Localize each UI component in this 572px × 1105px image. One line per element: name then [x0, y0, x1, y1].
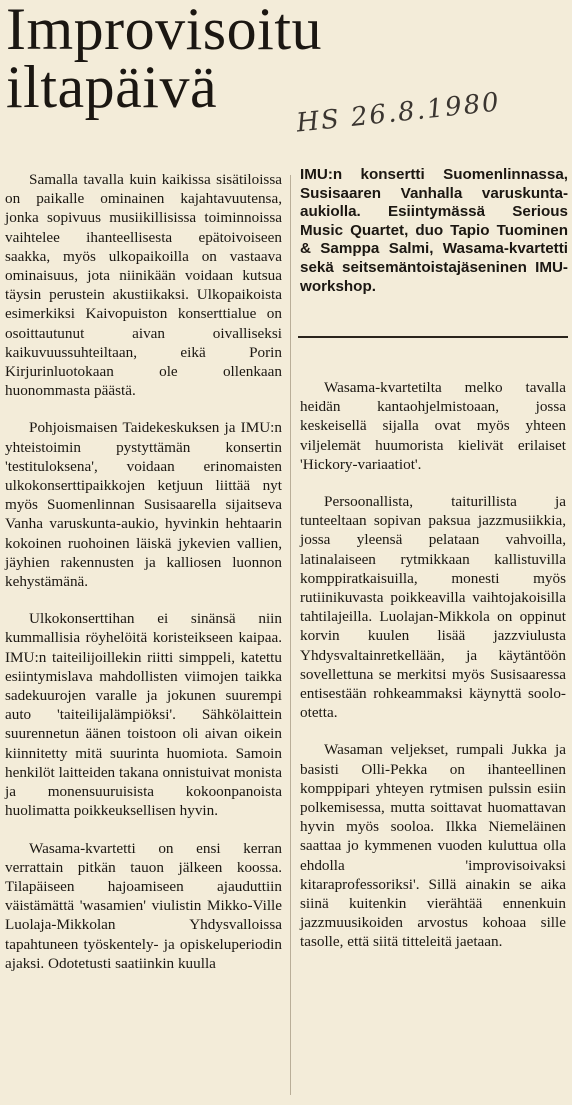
paragraph: Ulkokonserttihan ei sinänsä niin kummallisia röyhelöitä koristeikseen kaipaa. IMU:n taiteilijoillekin riitti simppeli, katettu esiintymislava mahdollisten viimojen taikka sadekuurojen varalle ja jokunen suurempi auto 'taiteilijalämpiöksi'. Sähkölaittein suurennetun äänen toistoon oli aivan oikein kiinnitetty mitä suurinta huomiota. Samoin henkilöt laitteiden takana onnistuivat monista ja monensuuruisista kokoonpanoista huolimatta poikkeuksellisen hyvin.	[5, 610, 282, 820]
headline-line-2: iltapäivä	[6, 54, 218, 120]
handwritten-date-note: HS 26.8.1980	[294, 87, 503, 139]
left-column	[5, 170, 282, 991]
right-column	[300, 378, 566, 970]
column-divider	[290, 175, 291, 1095]
lead-divider	[298, 336, 568, 338]
paragraph: Persoonallista, taiturillista ja tunteeltaan sopivan paksua jazzmusiikkia, jossa yleensä pelataan vahvoilla, latinalaiseen rytmikkaan kallistuvilla komppiratkaisuilla, monesti myös rutiinikuvasta poikkeavilla vaihtojakoisilla tahtilajeilla. Luolajan-Mikkola on oppinut korvin kuulen lisää jazzviulusta Yhdysvaltainretkellään, ja käytäntöön sovellettuna se merkitsi myös Susisaaressa entisestään rohkeammaksi käynyttä soolo-otetta.	[300, 493, 566, 722]
paragraph: Pohjoismaisen Taidekeskuksen ja IMU:n yhteistoimin pystyttämän konsertin 'testituloksena', voidaan erinomaisten ulkokonserttipaikkojen ketjuun liittää nyt myös Suomenlinnan Susisaarella sijaitseva Vanha varuskunta-aukio, hyvinkin hehtaarin kokoinen ruohoinen läiskä jykevien vallien, jäyhien rakennusten ja kalliosen luonnon kehystämänä.	[5, 419, 282, 591]
paragraph: Wasama-kvartetilta melko tavalla heidän kantaohjelmistoaan, jossa keskeisellä sijalla ovat myös yhteen viljelemät huumorista kielivät erilaiset 'Hickory-variaatiot'.	[300, 379, 566, 473]
headline	[6, 0, 322, 120]
paragraph: Samalla tavalla kuin kaikissa sisätiloissa on paikalle ominainen kajahtavuutensa, jonka sopivuus musiikillisissa toiminnoissa vaihtelee ihanteellisesta epätoivoiseen saakka, myös ulkopaikoilla on vastaava ominaisuus, jota niinikään voidaan kutsua täysin perustein akustiikaksi. Ulkopaikoista esimerkiksi Kaivopuiston konserttialue on osoittautunut aivan oivalliseksi kaikuvuussuhteiltaan, eikä Porin Kirjurinluotokaan ole ollenkaan huonommasta päästä.	[5, 171, 282, 400]
headline-line-1: Improvisoitu	[6, 0, 322, 62]
lead-paragraph: IMU:n konsertti Suomenlinnassa, Susisaaren Vanhalla varuskunta-aukiolla. Esiintymässä Serious Music Quartet, duo Tapio Tuominen & Samppa Salmi, Wasama-kvartetti sekä seitsemäntoistajäseninen IMU-workshop.	[300, 166, 568, 295]
paragraph: Wasaman veljekset, rumpali Jukka ja basisti Olli-Pekka on ihanteellinen komppipari yhteyen rytmisen pulssin esiin polkemisessa, mutta soittavat huomattavan hyvin myös sooloa. Ilkka Niemeläinen saattaa jo kymmenen vuoden kuluttua olla ehdolla 'improvisoivaksi kitaraprofessoriksi'. Sillä ainakin se aika siinä kuitenkin vierähtää ennenkuin jazzmuusikoiden arvostus kohoaa sille tasolle, että siitä titteleitä jaetaan.	[300, 741, 566, 951]
paragraph: Wasama-kvartetti on ensi kerran verrattain pitkän tauon jälkeen koossa. Tilapäiseen hajoamiseen ajauduttiin väistämättä 'wasamien' viulistin Mikko-Ville Luolaja-Mikkolan Yhdysvalloissa tapahtuneen työskentely- ja opiskeluperiodin ajaksi. Odotetusti saatiinkin kuulla	[5, 839, 282, 972]
